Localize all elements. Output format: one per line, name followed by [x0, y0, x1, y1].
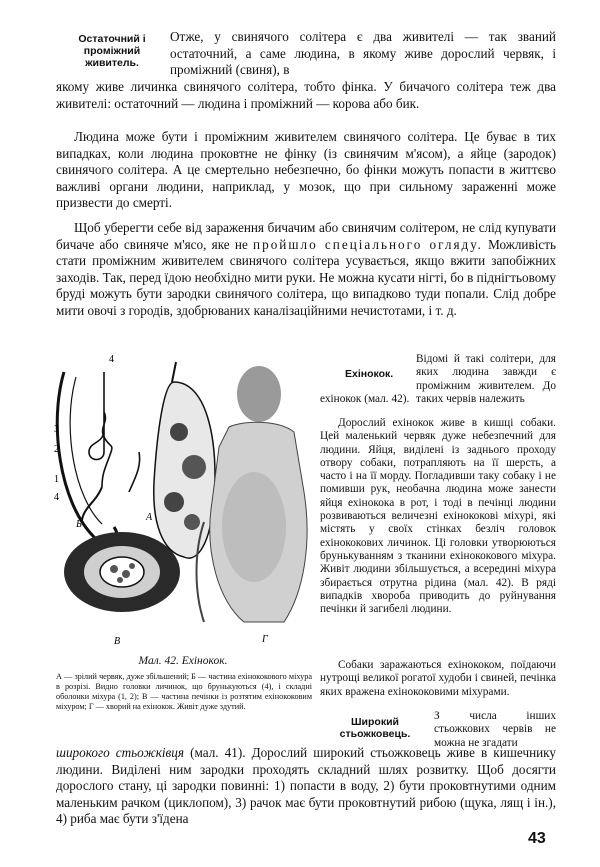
figure-label-2: 2 [54, 444, 59, 455]
paragraph-text: Дорослий ехінокок живе в кишці собаки. Цей маленький червяк дуже небезпечний для людини. Яйця, виділені із заднього проходу отвору собаки, потрапляють на її шерсть, а часто і на її морду. Погладивши таку собаку і не помивши рук, необачна людина може занести яйця ехінокока в рот, і тоді в печінці людини розвиваються величезні ехінококові міхурі, які містять у своїх стінках безліч головок ехінококових личинок. Ці головки утворюються брунькуванням з тканини ехінококового міхура. Живіт людини збільшується, а всередині міхура збирається отрутна рідина (мал. 42). В ряді випадків хвороба приводить до руйнування печінки й загибелі людини. [320, 417, 556, 616]
patient-with-distended-abdomen-illustration [197, 366, 308, 622]
figure-legend [56, 672, 312, 712]
side-heading-text: Остаточний і проміжний живитель. [78, 33, 146, 69]
side-heading-broad-tapeworm [320, 716, 430, 740]
paragraph-text: Отже, у свинячого солітера є два живителі — так званий остаточний, а саме людина, в якому живе дорослий червяк, і проміжний (свиня), в [170, 29, 556, 78]
figure-label-1: 1 [54, 474, 59, 485]
right-col-para-dog [320, 417, 556, 616]
figure-label-b: Б [76, 519, 82, 530]
paragraph-1-right [170, 29, 556, 79]
paragraph-2 [56, 129, 556, 212]
figure-label-a: А [146, 512, 153, 523]
paragraph-text: якому живе личинка свинячого солітера, тобто фінка. У бичачого солітера теж два живителі: остаточний — людина і проміжний — корова або бик. [56, 79, 556, 111]
paragraph-text: ехінокок (мал. 42). [320, 393, 410, 405]
paragraph-text: Щоб уберегти себе від зараження бичачим або свинячим солітером, не слід купувати бичаче або свиняче м'ясо, яке не [56, 220, 556, 252]
worm-stage-a-illustration [57, 372, 139, 544]
side-heading-intermediate-host [56, 33, 168, 69]
paragraph-text: Відомі й такі солітери, для яких людина завжди є проміжним живителем. До таких червів належить [416, 353, 556, 405]
page-number-text: 43 [528, 830, 546, 847]
paragraph-text: Собаки заражаються ехінококом, поїдаючи нутрощі великої рогатої худоби і свиней, печінка яких вражена ехінококовими міхурами. [320, 659, 556, 698]
paragraph-text: Можливість стати проміжним живителем свинячого солітера усувається, якщо вжити запобіжних заходів. Так, перед їдою необхідно мити руки. Не можна кусати нігті, бо в піднігтьовому бруді можуть бути зародки свинячого солітера, що випадково туди попали. Слід добре мити овочі з городів, здобрюваних каналізаційними нечистотами, і т. д. [56, 236, 556, 318]
side-heading-text: Ехінокок. [345, 368, 394, 380]
caption-text: Мал. 42. Ехінокок. [138, 655, 228, 667]
figure-label-4-top: 4 [109, 354, 114, 365]
figure-label-3: 3 [54, 424, 59, 435]
figure-label-g: Г [262, 634, 268, 645]
paragraph-text: Людина може бути і проміжним живителем свинячого солітера. Це буває в тих випадках, коли людина проковтне не фінку (із свинячим м'ясом), а яйце (зародок) свинячого солітера. А це смертельно небезпечно, бо фінки можуть попасти в життєво важливі органи людини, наприклад, у мозок, що при сильному зараженні може призвести до смерті. [56, 129, 556, 211]
legend-text: А — зрілий червяк, дуже збільшений; Б — частина ехінококового міхура в розрізі. Видно головки личинок, що брунькуються (4), і складні оболонки міхура (1, 2); В — частина печінки із розтятим ехінококовим міхуром; Г — хворий на ехінокок. Живіт дуже здутий. [56, 672, 312, 711]
figure-label-v: В [114, 636, 121, 647]
page-number [528, 830, 546, 848]
cyst-section-b-illustration [64, 532, 180, 612]
liver-cyst-illustration [154, 362, 215, 558]
right-col-intro-rest [320, 393, 556, 406]
paragraph-text: З числа інших стьожкових червів не можна не згадати [434, 710, 556, 749]
paragraph-1-continuation [56, 79, 556, 112]
paragraph-text: (мал. 41). Дорослий широкий стьожковець живе в кишечнику людини. Виділені ним зародки проходять складний шлях розвитку. Щоб досягти дорослого стану, ці зародки повинні: 1) попасти в воду, 2) бути проковтнутими одним маленьким рачком (циклопом), 3) рачок має бути проковтнутий рибою (щука, лящ і ін.), 4) риба має бути з'їдена [56, 745, 556, 827]
emphasized-text: пройшло спеціального огляду. [253, 236, 483, 252]
paragraph-broad-tapeworm [56, 745, 556, 828]
paragraph-3 [56, 220, 556, 320]
right-col-para-infection [320, 659, 556, 699]
side-heading-echinococcus [345, 368, 413, 380]
figure-echinococcus [54, 352, 312, 652]
figure-label-4: 4 [54, 492, 59, 503]
broad-tapeworm-intro [434, 710, 556, 750]
figure-caption-title [54, 655, 312, 667]
side-heading-text: Широкий стьожковець. [339, 716, 411, 740]
emphasized-text: широкого стьожківця [56, 745, 184, 760]
